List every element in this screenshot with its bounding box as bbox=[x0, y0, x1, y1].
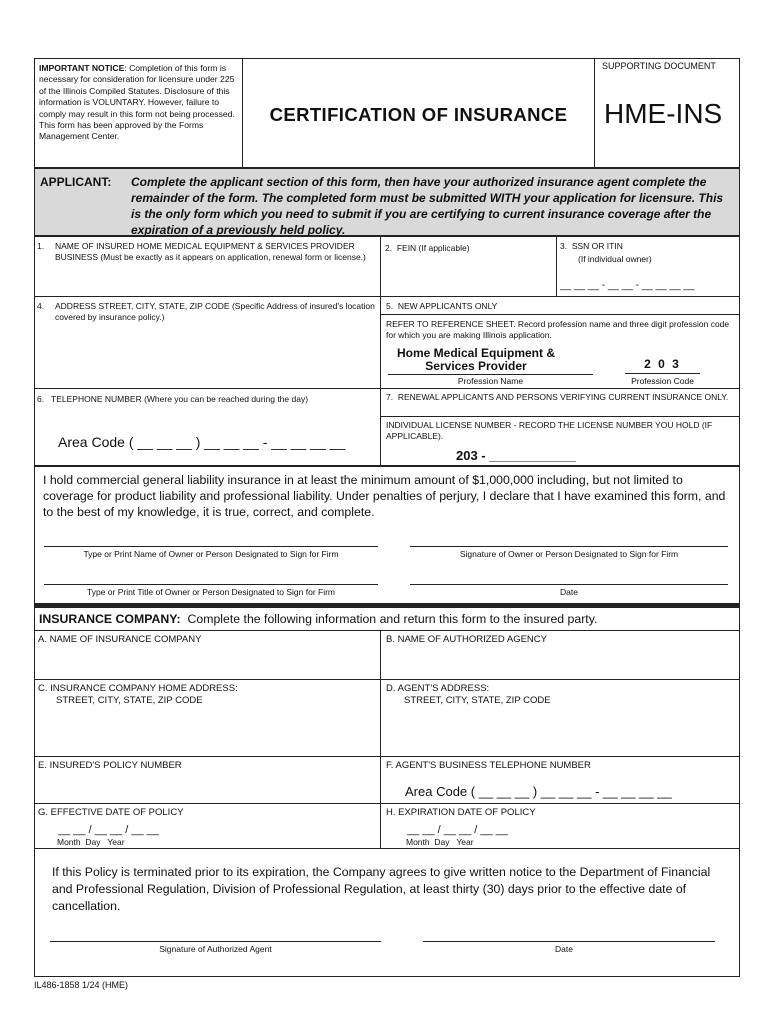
effective-date-parts bbox=[57, 837, 125, 848]
field-7-number: 7. bbox=[386, 392, 394, 402]
field-5-reference: REFER TO REFERENCE SHEET. Record profession name and three digit profession code for which you are making Illinois application. bbox=[386, 319, 730, 340]
field-7-label: RENEWAL APPLICANTS AND PERSONS VERIFYING CURRENT INSURANCE ONLY. bbox=[397, 392, 729, 402]
field-7-license-number[interactable]: 203 - ____________ bbox=[456, 448, 577, 463]
field-3-number: 3. bbox=[560, 241, 568, 251]
year-label: Year bbox=[107, 837, 125, 847]
field-5-label: NEW APPLICANTS ONLY bbox=[397, 301, 498, 311]
address-label: C. INSURANCE COMPANY HOME ADDRESS: bbox=[38, 683, 238, 694]
profession-name[interactable]: Home Medical Equipment & Services Provider bbox=[396, 346, 556, 373]
field-3-blank: __ __ __ - __ __ - __ __ __ __ bbox=[560, 280, 695, 291]
sig-owner-date[interactable]: Date bbox=[560, 587, 578, 597]
insurance-label: INSURANCE COMPANY: bbox=[39, 612, 181, 626]
sig-owner-signature[interactable]: Signature of Owner or Person Designated to Sign for Firm bbox=[459, 549, 679, 559]
sig-owner-name[interactable]: Type or Print Name of Owner or Person Designated to Sign for Firm bbox=[83, 549, 339, 559]
address-sub: STREET, CITY, STATE, ZIP CODE bbox=[56, 695, 203, 706]
expiration-date-parts bbox=[406, 837, 474, 848]
field-2-number: 2. bbox=[385, 243, 393, 253]
field-2-label: FEIN (If applicable) bbox=[396, 243, 470, 253]
month-label: Month bbox=[406, 837, 430, 847]
form-title: CERTIFICATION OF INSURANCE bbox=[269, 104, 568, 125]
field-6-number: 6. bbox=[37, 394, 45, 404]
effective-date-label: G. EFFECTIVE DATE OF POLICY bbox=[38, 807, 184, 818]
month-label: Month bbox=[57, 837, 81, 847]
doc-code: HME-INS bbox=[604, 98, 723, 129]
field-1-number: 1. bbox=[37, 241, 45, 251]
field-3-label: SSN OR ITIN bbox=[571, 241, 623, 251]
insurance-text: Complete the following information and return this form to the insured party. bbox=[187, 612, 598, 626]
insurance-header bbox=[39, 612, 734, 626]
termination-notice: If this Policy is terminated prior to its expiration, the Company agrees to give written notice to the Department of Financial and Professional Regulation, Division of Professional Regulation, at least thirty (30) days prior to the effective date of cancellation. bbox=[52, 865, 711, 913]
day-label: Day bbox=[85, 837, 101, 847]
field-3-sub: (If individual owner) bbox=[578, 253, 652, 264]
effective-date[interactable]: __ __ / __ __ / __ __ bbox=[58, 824, 159, 836]
field-7-renewal bbox=[386, 392, 736, 403]
agent-signature[interactable]: Signature of Authorized Agent bbox=[159, 944, 272, 954]
field-4-number: 4. bbox=[37, 301, 45, 311]
field-6-label: TELEPHONE NUMBER (Where you can be reached during the day) bbox=[51, 394, 309, 404]
field-6-area-code[interactable]: Area Code ( __ __ __ ) __ __ __ - __ __ __ __ bbox=[58, 434, 346, 450]
form-code: IL486-1858 1/24 (HME) bbox=[34, 980, 129, 990]
field-4-address[interactable] bbox=[37, 301, 377, 387]
field-1-business-name[interactable] bbox=[37, 241, 377, 295]
field-4-label: ADDRESS STREET, CITY, STATE, ZIP CODE (Specific Address of insured's location covered by insurance policy.) bbox=[55, 301, 375, 322]
field-3-ssn[interactable] bbox=[560, 241, 738, 295]
agent-address-sub: STREET, CITY, STATE, ZIP CODE bbox=[404, 695, 551, 706]
agent-signature-date[interactable]: Date bbox=[555, 944, 573, 954]
field-7-sub: INDIVIDUAL LICENSE NUMBER - RECORD THE LICENSE NUMBER YOU HOLD (IF APPLICABLE). bbox=[386, 420, 713, 441]
year-label: Year bbox=[456, 837, 474, 847]
insurance-company-address[interactable] bbox=[38, 683, 376, 755]
insurance-company-name[interactable]: A. NAME OF INSURANCE COMPANY bbox=[38, 634, 202, 645]
expiration-date-label: H. EXPIRATION DATE OF POLICY bbox=[386, 807, 536, 818]
notice-text: : Completion of this form is necessary for consideration for licensure under 225 of the Illinois Compiled Statutes. Disclosure of this information is VOLUNTARY. However, failure to comply may result in this form not being processed. This form has been approved by the Forms Management Center. bbox=[39, 63, 235, 142]
policy-number[interactable]: E. INSURED'S POLICY NUMBER bbox=[38, 760, 182, 771]
agent-address[interactable] bbox=[386, 683, 736, 755]
authorized-agency-name[interactable]: B. NAME OF AUTHORIZED AGENCY bbox=[386, 634, 547, 645]
important-notice bbox=[39, 63, 239, 143]
agent-telephone-area-code[interactable]: Area Code ( __ __ __ ) __ __ __ - __ __ __ __ bbox=[405, 784, 672, 799]
profession-name-label: Profession Name bbox=[457, 376, 524, 386]
declaration-text: I hold commercial general liability insurance in at least the minimum amount of $1,000,000 including, but not limited to coverage for product liability and professional liability. Under penalties of perjury, I declare that I have examined this form, and to the best of my knowledge, it is true, correct, and complete. bbox=[43, 473, 726, 519]
field-1-label: NAME OF INSURED HOME MEDICAL EQUIPMENT & SERVICES PROVIDER BUSINESS (Must be exactly as it appears on application, renewal form or license.) bbox=[55, 241, 366, 262]
notice-label: IMPORTANT NOTICE bbox=[39, 63, 125, 73]
field-2-fein[interactable] bbox=[385, 243, 553, 293]
agent-address-label: D. AGENT'S ADDRESS: bbox=[386, 683, 490, 694]
expiration-date[interactable]: __ __ / __ __ / __ __ bbox=[407, 824, 508, 836]
day-label: Day bbox=[434, 837, 450, 847]
applicant-instructions: Complete the applicant section of this form, then have your authorized insurance agent complete the remainder of the form. The completed form must be submitted WITH your application for licensure. This is the only form which you need to submit if you are certifying to current insurance coverage after the expiration of a previously held policy. bbox=[131, 175, 724, 237]
field-5-new-applicants bbox=[386, 301, 736, 312]
supporting-label: SUPPORTING DOCUMENT bbox=[602, 61, 716, 71]
field-6-telephone bbox=[37, 394, 377, 405]
profession-code[interactable]: 2 0 3 bbox=[644, 357, 681, 371]
applicant-label: APPLICANT: bbox=[40, 175, 112, 189]
sig-owner-title[interactable]: Type or Print Title of Owner or Person Designated to Sign for Firm bbox=[86, 587, 336, 597]
field-5-number: 5. bbox=[386, 301, 394, 311]
agent-telephone-label: F. AGENT'S BUSINESS TELEPHONE NUMBER bbox=[386, 760, 591, 771]
profession-code-label: Profession Code bbox=[631, 376, 694, 386]
